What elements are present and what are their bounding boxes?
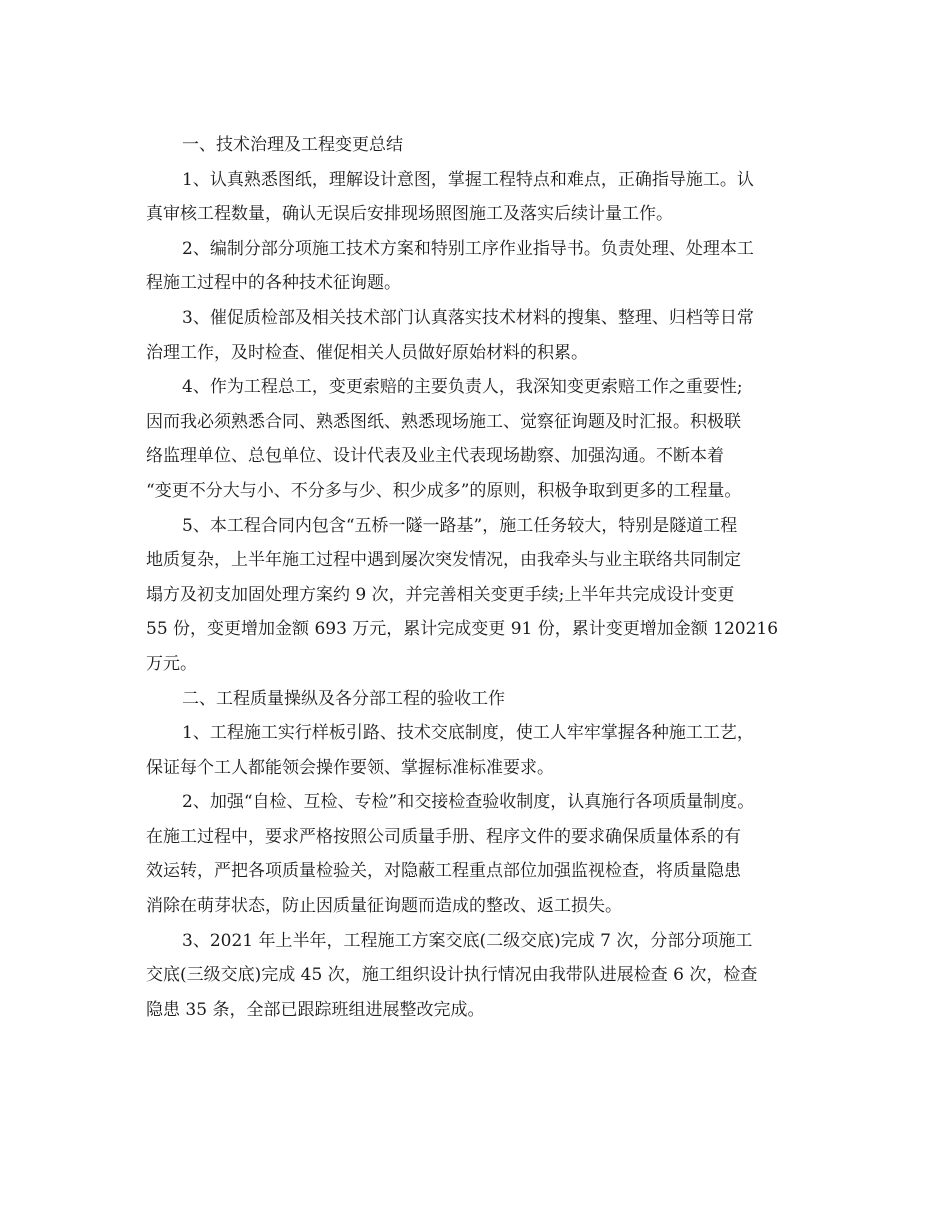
paragraph-line: 程施工过程中的各种技术征询题。 <box>146 273 401 294</box>
paragraph-line: 3、2021 年上半年，工程施工方案交底(二级交底)完成 7 次，分部分项施工 <box>182 930 753 951</box>
paragraph-line: 万元。 <box>146 653 197 674</box>
paragraph-line: 地质复杂，上半年施工过程中遇到屡次突发情况，由我牵头与业主联络共同制定 <box>146 550 741 571</box>
paragraph-line: 保证每个工人都能领会操作要领、掌握标准标准要求。 <box>146 757 554 778</box>
paragraph-line: 真审核工程数量，确认无误后安排现场照图施工及落实后续计量工作。 <box>146 204 673 225</box>
section-heading-2: 二、工程质量操纵及各分部工程的验收工作 <box>182 688 505 709</box>
paragraph-line: 55 份，变更增加金额 693 万元，累计完成变更 91 份，累计变更增加金额 120216 <box>146 619 779 640</box>
paragraph-line: 在施工过程中，要求严格按照公司质量手册、程序文件的要求确保质量体系的有 <box>146 826 741 847</box>
paragraph-line: 消除在萌芽状态，防止因质量征询题而造成的整改、返工损失。 <box>146 896 622 917</box>
paragraph-line: 塌方及初支加固处理方案约 9 次，并完善相关变更手续;上半年共完成设计变更 <box>146 584 735 605</box>
section-heading-1: 一、技术治理及工程变更总结 <box>182 135 403 155</box>
paragraph-line: 5、本工程合同内包含“五桥一隧一路基”，施工任务较大，特别是隧道工程 <box>182 515 738 536</box>
paragraph-line: 3、催促质检部及相关技术部门认真落实技术材料的搜集、整理、归档等日常 <box>182 307 754 328</box>
paragraph-line: 1、认真熟悉图纸，理解设计意图，掌握工程特点和难点，正确指导施工。认 <box>182 169 754 190</box>
paragraph-line: 效运转，严把各项质量检验关，对隐蔽工程重点部位加强监视检查，将质量隐患 <box>146 861 741 882</box>
paragraph-line: 1、工程施工实行样板引路、技术交底制度，使工人牢牢掌握各种施工工艺， <box>182 723 754 744</box>
paragraph-line: 治理工作，及时检查、催促相关人员做好原始材料的积累。 <box>146 342 588 363</box>
paragraph-line: 2、编制分部分项施工技术方案和特别工序作业指导书。负责处理、处理本工 <box>182 238 754 259</box>
paragraph-line: 2、加强“自检、互检、专检”和交接检查验收制度，认真施行各项质量制度。 <box>182 792 755 813</box>
document-body <box>146 128 826 1027</box>
paragraph-line: 交底(三级交底)完成 45 次，施工组织设计执行情况由我带队进展检查 6 次，检查 <box>146 965 758 986</box>
paragraph-line: 4、作为工程总工，变更索赔的主要负责人，我深知变更索赔工作之重要性; <box>182 377 743 398</box>
paragraph-line: “变更不分大与小、不分多与少、积少成多”的原则，积极争取到更多的工程量。 <box>146 480 742 501</box>
paragraph-line: 隐患 35 条，全部已跟踪班组进展整改完成。 <box>146 999 485 1020</box>
paragraph-line: 络监理单位、总包单位、设计代表及业主代表现场勘察、加强沟通。不断本着 <box>146 446 724 467</box>
paragraph-line: 因而我必须熟悉合同、熟悉图纸、熟悉现场施工、觉察征询题及时汇报。积极联 <box>146 411 741 432</box>
